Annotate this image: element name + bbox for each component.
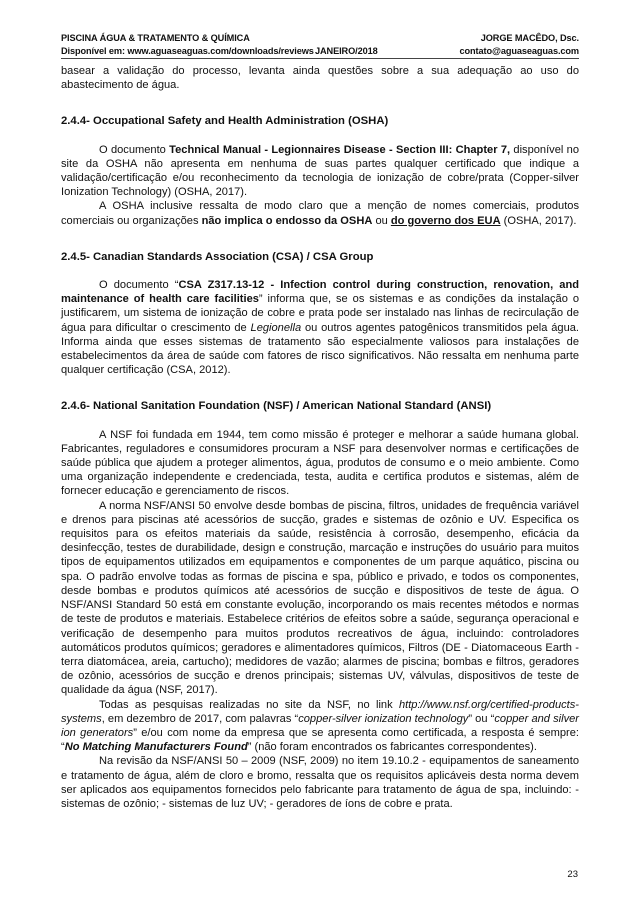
nsf-paragraph-3: Todas as pesquisas realizadas no site da NSF, no link http://www.nsf.org/certified-products-systems, em dezembro de 2017, com palavras “copper-silver ionization technology” ou “copper and silver ion generators” e/ou com nome da empresa que se apresenta como certificada, a resposta é sempre: “No Matching Manufacturers Found” (não foram encontrados os fabricantes correspondentes). [61,698,579,754]
section-heading-nsf: 2.4.6- National Sanitation Foundation (NSF) / American National Standard (ANSI) [61,400,492,413]
header-title: PISCINA ÁGUA & TRATAMENTO & QUÍMICA [61,33,250,43]
intro-paragraph: basear a validação do processo, levanta ainda questões sobre a sua adequação ao uso do abastecimento de água. [61,65,579,92]
section-heading-osha: 2.4.4- Occupational Safety and Health Administration (OSHA) [61,115,389,128]
nsf-paragraph-2: A norma NSF/ANSI 50 envolve desde bombas de piscina, filtros, unidades de frequência variável e drenos para piscinas até acessórios de sucção, grades e sistemas de ozônio e UV. Especifica os requisitos para os efeitos materiais da saúde, resistência à corrosão, desempenho, eficácia da desinfecção, testes de durabilidade, design e construção, marcação e instruções do usuário para muitos tipos de equipamentos utilizados em equipamentos e componentes de um parque aquático, piscina ou spa. O padrão envolve todas as formas de piscina e spa, público e privado, e todos os componentes, desde bombas e produtos químicos até acessórios de sucção e dispositivos de teste de água. O NSF/ANSI Standard 50 está em constante evolução, incorporando os mais recentes métodos e normas de teste de produtos e materiais. Estabelece critérios de efeitos sobre a saúde, segurança operacional e verificação de desempenho para muitos produtos recreativos de água, incluindo: controladores automáticos produtos químicos; geradores e alimentadores químicos, Filtros (DE - Diatomaceous Earth - terra diatomácea, areia, cartucho); medidores de vazão; alarmes de piscina; bombas e filtros, geradores de ozônio, acessórios de sucção e drenos principais; sistemas UV, válvulas, dispositivos de teste de qualidade da água (NSF, 2017). [61,499,579,697]
osha-paragraph-1: O documento Technical Manual - Legionnaires Disease - Section III: Chapter 7, disponível no site da OSHA não apresenta em nenhuma de suas partes qualquer certificado que indique a validação/certificação e/ou reconhecimento da tecnologia de ionização de cobre/prata (Copper-silver Ionization Technology) (OSHA, 2017). [61,143,580,199]
header-email: contato@aguaseaguas.com [459,45,579,56]
nsf-paragraph-1: A NSF foi fundada em 1944, tem como missão é proteger e melhorar a saúde humana global. Fabricantes, reguladores e consumidores procuram a NSF para desenvolver normas e certificações de saúde pública que ajudem a proteger alimentos, água, produtos de consumo e o meio ambiente. Como uma organização independente e credenciada, testa, audita e certifica produtos e sistemas, além de fornecer educação e gerenciamento de riscos. [61,428,579,498]
document-body [61,64,579,811]
page-header [61,32,579,57]
header-divider [61,58,579,59]
osha-paragraph-2: A OSHA inclusive ressalta de modo claro que a menção de nomes comerciais, produtos comerciais ou organizações não implica o endosso da OSHA ou do governo dos EUA (OSHA, 2017). [61,200,579,227]
nsf-paragraph-4: Na revisão da NSF/ANSI 50 – 2009 (NSF, 2009) no item 19.10.2 - equipamentos de saneamento e tratamento de água, além de cloro e bromo, ressalta que os requisitos aplicáveis desta norma devem ser aplicados aos equipamentos fornecidos pelo fabricante para tratamento de água de spa, incluindo: - sistemas de ozônio; - sistemas de luz UV; - geradores de íons de cobre e prata. [61,755,579,810]
nsf-link[interactable]: http://www.nsf.org/certified-products-systems [61,698,579,725]
page-number: 23 [567,869,578,880]
header-url: Disponível em: www.aguaseaguas.com/downloads/reviews [61,45,314,56]
header-author: JORGE MACÊDO, Dsc. [480,33,579,43]
header-date: JANEIRO/2018 [315,45,378,56]
section-heading-csa: 2.4.5- Canadian Standards Association (CSA) / CSA Group [61,250,374,263]
csa-paragraph: O documento “CSA Z317.13-12 - Infection control during construction, renovation, and maintenance of health care facilities” informa que, se os sistemas e as condições da instalação o justificarem, um sistema de ionização de cobre e prata pode ser instalado nas linhas de recirculação de água para dificultar o crescimento de Legionella ou outros agentes patogênicos transmitidos pela água. Informa ainda que esses sistemas de tratamento são especialmente valiosos para instalações de estabelecimentos da área de saúde com fatores de risco significativos. Não ressalta em nenhuma parte qualquer certificação (CSA, 2012). [61,279,580,377]
